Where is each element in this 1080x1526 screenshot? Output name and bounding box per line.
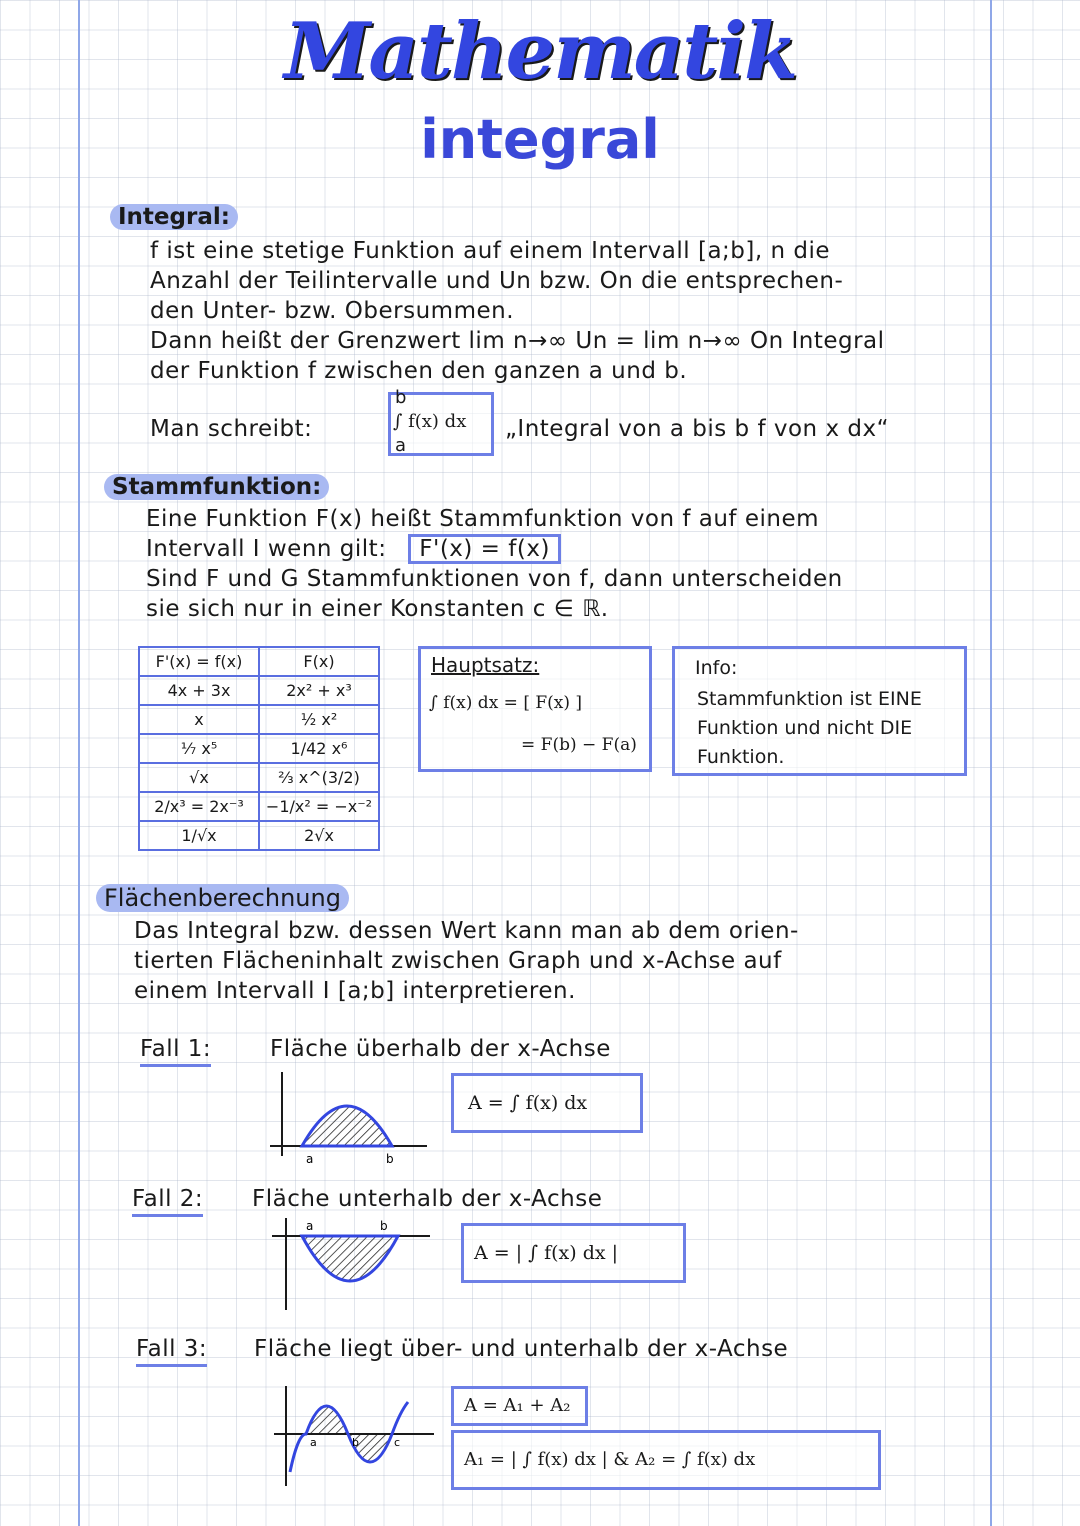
stamm-definition-box: F'(x) = f(x) — [408, 534, 561, 564]
area-above-axis — [302, 1106, 392, 1146]
integral-heading: Integral: — [110, 204, 238, 230]
table-cell: x — [139, 705, 259, 734]
graph-label-b: b — [352, 1436, 359, 1449]
fall1-formula-box — [451, 1073, 643, 1133]
graph-label-b: b — [380, 1219, 388, 1233]
table-row — [139, 821, 379, 850]
fall2-graph — [262, 1214, 432, 1314]
flaechen-heading: Flächenberechnung — [96, 884, 349, 912]
table-cell: 2√x — [259, 821, 379, 850]
stamm-line: Intervall I wenn gilt: F'(x) = f(x) — [146, 534, 986, 564]
stamm-line: sie sich nur in einer Konstanten c ∈ ℝ. — [146, 596, 609, 622]
page-title: Mathematik — [283, 6, 797, 97]
fall1-label: Fall 1: — [140, 1034, 211, 1067]
table-cell: 1/√x — [139, 821, 259, 850]
left-margin-line — [78, 0, 80, 1526]
table-row — [139, 676, 379, 705]
page-subtitle: integral — [420, 108, 660, 171]
integral-line: f ist eine stetige Funktion auf einem Intervall [a;b], n die — [150, 238, 831, 264]
fall1-graph — [262, 1066, 432, 1166]
integral-line: Dann heißt der Grenzwert lim n→∞ Un = lim n→∞ On Integral — [150, 328, 885, 354]
flaechen-line: Das Integral bzw. dessen Wert kann man ab dem orien- — [134, 918, 799, 944]
integral-notation: ∫ f(x) dx — [393, 411, 467, 432]
fall3-sum-box — [451, 1386, 588, 1426]
integral-line: den Unter- bzw. Obersummen. — [150, 298, 515, 324]
fall3-graph — [268, 1382, 438, 1492]
info-heading: Info: — [695, 657, 738, 679]
graph-label-a: a — [310, 1436, 317, 1449]
integral-notation-box — [388, 387, 494, 456]
info-line: Funktion. — [697, 746, 785, 768]
area-below-axis — [302, 1236, 398, 1281]
info-text — [697, 685, 922, 772]
graph-curve — [290, 1402, 408, 1472]
flaechen-text — [134, 916, 984, 1006]
stamm-line: Sind F und G Stammfunktionen von f, dann unterscheiden — [146, 566, 843, 592]
integral-line: Anzahl der Teilintervalle und Un bzw. On die entsprechen- — [150, 268, 844, 294]
table-row — [139, 763, 379, 792]
stammfunktion-text — [146, 504, 986, 624]
integral-line: der Funktion f zwischen den ganzen a und b. — [150, 358, 688, 384]
info-box — [672, 646, 967, 776]
hauptsatz-box — [418, 646, 652, 772]
table-row — [139, 792, 379, 821]
table-cell: 2/x³ = 2x⁻³ — [139, 792, 259, 821]
table-header: F'(x) = f(x) — [139, 647, 259, 676]
fall1-text: Fläche überhalb der x-Achse — [270, 1036, 611, 1062]
stammfunktion-heading: Stammfunktion: — [104, 474, 329, 500]
table-header-row — [139, 647, 379, 676]
flaechen-line: tierten Flächeninhalt zwischen Graph und x-Achse auf — [134, 948, 782, 974]
flaechen-line: einem Intervall I [a;b] interpretieren. — [134, 978, 576, 1004]
integral-reading: „Integral von a bis b f von x dx“ — [505, 416, 889, 442]
table-header: F(x) — [259, 647, 379, 676]
table-cell: 2x² + x³ — [259, 676, 379, 705]
graph-label-a: a — [306, 1219, 314, 1233]
graph-label-b: b — [386, 1152, 394, 1166]
fall2-formula-box — [461, 1223, 686, 1283]
fall2-text: Fläche unterhalb der x-Achse — [252, 1186, 603, 1212]
table-row — [139, 705, 379, 734]
fall2-formula: A = | ∫ f(x) dx | — [474, 1242, 619, 1264]
stamm-line: Eine Funktion F(x) heißt Stammfunktion von f auf einem — [146, 506, 819, 532]
integral-definition — [150, 236, 990, 386]
man-schreibt-label: Man schreibt: — [150, 416, 313, 442]
fall3-formula2: A₁ = | ∫ f(x) dx | & A₂ = ∫ f(x) dx — [464, 1449, 756, 1470]
table-cell: ⅐ x⁵ — [139, 734, 259, 763]
fall1-formula: A = ∫ f(x) dx — [468, 1092, 588, 1114]
table-cell: 1/42 x⁶ — [259, 734, 379, 763]
right-margin-line — [990, 0, 992, 1526]
hauptsatz-heading: Hauptsatz: — [431, 653, 540, 677]
table-cell: 4x + 3x — [139, 676, 259, 705]
fall3-detail-box — [451, 1430, 881, 1490]
table-cell: −1/x² = −x⁻² — [259, 792, 379, 821]
stammfunktion-table — [138, 646, 380, 851]
table-row — [139, 734, 379, 763]
info-line: Funktion und nicht DIE — [697, 717, 913, 739]
integral-lower-limit: a — [395, 435, 407, 456]
table-cell: ⅔ x^(3/2) — [259, 763, 379, 792]
fall3-text: Fläche liegt über- und unterhalb der x-Achse — [254, 1336, 789, 1362]
info-line: Stammfunktion ist EINE — [697, 688, 922, 710]
integral-upper-limit: b — [395, 387, 407, 408]
fall2-label: Fall 2: — [132, 1184, 203, 1217]
hauptsatz-line2: = F(b) − F(a) — [521, 735, 637, 755]
hauptsatz-line1: ∫ f(x) dx = [ F(x) ] — [429, 693, 583, 713]
graph-label-a: a — [306, 1152, 314, 1166]
table-cell: ½ x² — [259, 705, 379, 734]
fall3-formula1: A = A₁ + A₂ — [464, 1395, 571, 1416]
fall3-label: Fall 3: — [136, 1334, 207, 1367]
graph-label-c: c — [394, 1436, 401, 1449]
table-cell: √x — [139, 763, 259, 792]
